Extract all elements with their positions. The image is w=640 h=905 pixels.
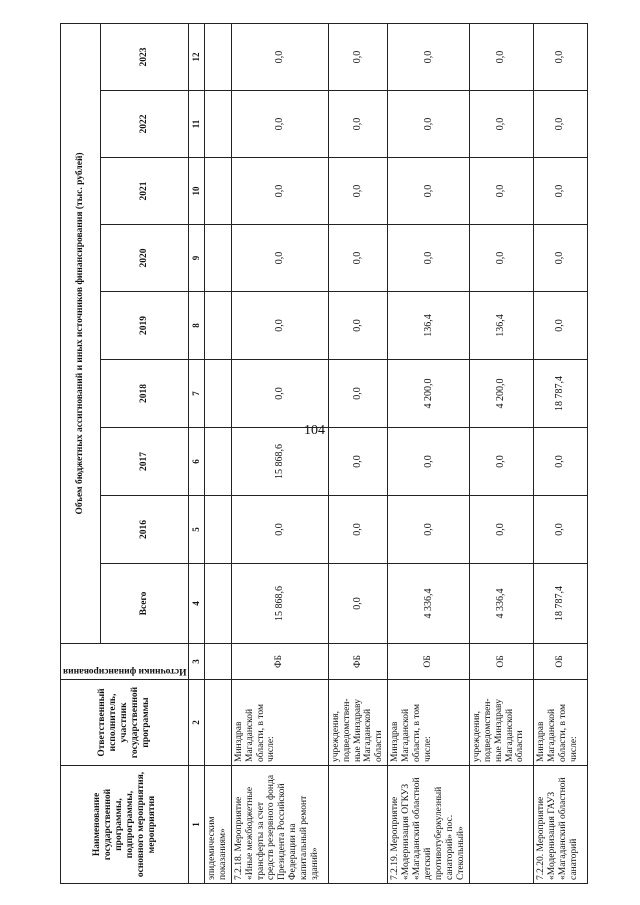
row-value: 0,0 [388,158,469,225]
column-number: 3 [189,644,204,680]
row-value: 4 200,0 [469,360,533,428]
row-source: ФБ [328,644,388,680]
row-value: 0,0 [328,428,388,496]
column-number: 9 [189,225,204,292]
row-source [204,644,231,680]
rotated-table-container [60,24,580,884]
row-value: 0,0 [533,158,587,225]
row-executor: учреждения, подведомствен-ные Минздраву Магаданской области [469,680,533,766]
row-value: 0,0 [469,225,533,292]
row-value: 18 787,4 [533,360,587,428]
header-year: 2021 [101,158,189,225]
header-year: 2017 [101,428,189,496]
row-value: 0,0 [328,564,388,644]
table-row [388,23,469,883]
header-source: Источники финансирования [61,644,189,680]
row-executor: учреждения, подведомствен-ные Минздраву Магаданской области [328,680,388,766]
header-year: 2020 [101,225,189,292]
row-value: 0,0 [388,23,469,90]
row-value: 0,0 [328,91,388,158]
row-value: 136,4 [388,292,469,360]
row-executor: Минздрав Магаданской области, в том числе: [388,680,469,766]
table-row [533,23,587,883]
row-value: 0,0 [469,23,533,90]
row-value: 0,0 [533,292,587,360]
header-funding-group: Объем бюджетных ассигнований и иных источников финансирования (тыс. рублей) [61,23,101,643]
row-value: 0,0 [231,91,328,158]
row-value: 15 868,6 [231,564,328,644]
row-value: 18 787,4 [533,564,587,644]
row-source: ФБ [231,644,328,680]
funding-table [60,23,588,884]
row-value: 0,0 [231,496,328,564]
row-name: 7.2.20. Мероприятие «Модернизация ГАУЗ «Магаданский областной санаторий [533,766,587,884]
row-source: ОБ [469,644,533,680]
row-source: ОБ [388,644,469,680]
row-value: 0,0 [533,225,587,292]
row-value: 0,0 [533,91,587,158]
row-value: 4 200,0 [388,360,469,428]
row-value: 0,0 [469,428,533,496]
row-value: 0,0 [328,292,388,360]
header-year: 2023 [101,23,189,90]
column-number: 8 [189,292,204,360]
row-name [469,766,533,884]
row-value: 0,0 [469,496,533,564]
header-name: Наименование государственной программы, подпрограммы, основного мероприятия, мероприятия [61,766,189,884]
header-executor: Ответственный исполнитель, участник государственной программы [61,680,189,766]
row-value: 0,0 [388,91,469,158]
row-value: 0,0 [231,360,328,428]
row-name [328,766,388,884]
row-value: 136,4 [469,292,533,360]
table-row [204,23,231,883]
header-year: 2022 [101,91,189,158]
row-source: ОБ [533,644,587,680]
row-value: 0,0 [388,428,469,496]
column-number: 2 [189,680,204,766]
row-value: 0,0 [231,23,328,90]
row-value: 0,0 [231,158,328,225]
row-value: 0,0 [469,158,533,225]
column-number: 12 [189,23,204,90]
row-name: 7.2.19. Мероприятие «Модернизация ОГКУЗ «Магаданский областной детский противотуберкулезный санаторий» пос. Стекольный» [388,766,469,884]
row-executor: Минздрав Магаданской области, в том числе: [533,680,587,766]
row-value: 0,0 [231,292,328,360]
header-year: 2018 [101,360,189,428]
row-value: 15 868,6 [231,428,328,496]
page-number: 104 [304,423,325,438]
row-value: 0,0 [388,225,469,292]
column-number: 7 [189,360,204,428]
column-number: 11 [189,91,204,158]
row-name: эпидемическим показаниям» [204,766,231,884]
row-value: 4 336,4 [388,564,469,644]
column-number-row [189,23,204,883]
header-total: Всего [101,564,189,644]
column-number: 1 [189,766,204,884]
column-number: 10 [189,158,204,225]
header-year: 2019 [101,292,189,360]
row-value: 4 336,4 [469,564,533,644]
row-executor: Минздрав Магаданской области, в том числе: [231,680,328,766]
table-row [231,23,328,883]
column-number: 4 [189,564,204,644]
row-value: 0,0 [328,496,388,564]
row-executor [204,680,231,766]
column-number: 5 [189,496,204,564]
header-year: 2016 [101,496,189,564]
table-row [469,23,533,883]
row-value: 0,0 [328,225,388,292]
row-value: 0,0 [328,360,388,428]
row-value: 0,0 [388,496,469,564]
row-value: 0,0 [533,428,587,496]
row-value: 0,0 [328,23,388,90]
row-value: 0,0 [533,496,587,564]
table-row [328,23,388,883]
row-value: 0,0 [328,158,388,225]
row-value: 0,0 [469,91,533,158]
row-value: 0,0 [533,23,587,90]
row-name: 7.2.18. Мероприятие «Иные межбюджетные трансферты за счет средств резервного фонда Президента Российской Федерации на капитальный ремонт зданий» [231,766,328,884]
row-value: 0,0 [231,225,328,292]
column-number: 6 [189,428,204,496]
